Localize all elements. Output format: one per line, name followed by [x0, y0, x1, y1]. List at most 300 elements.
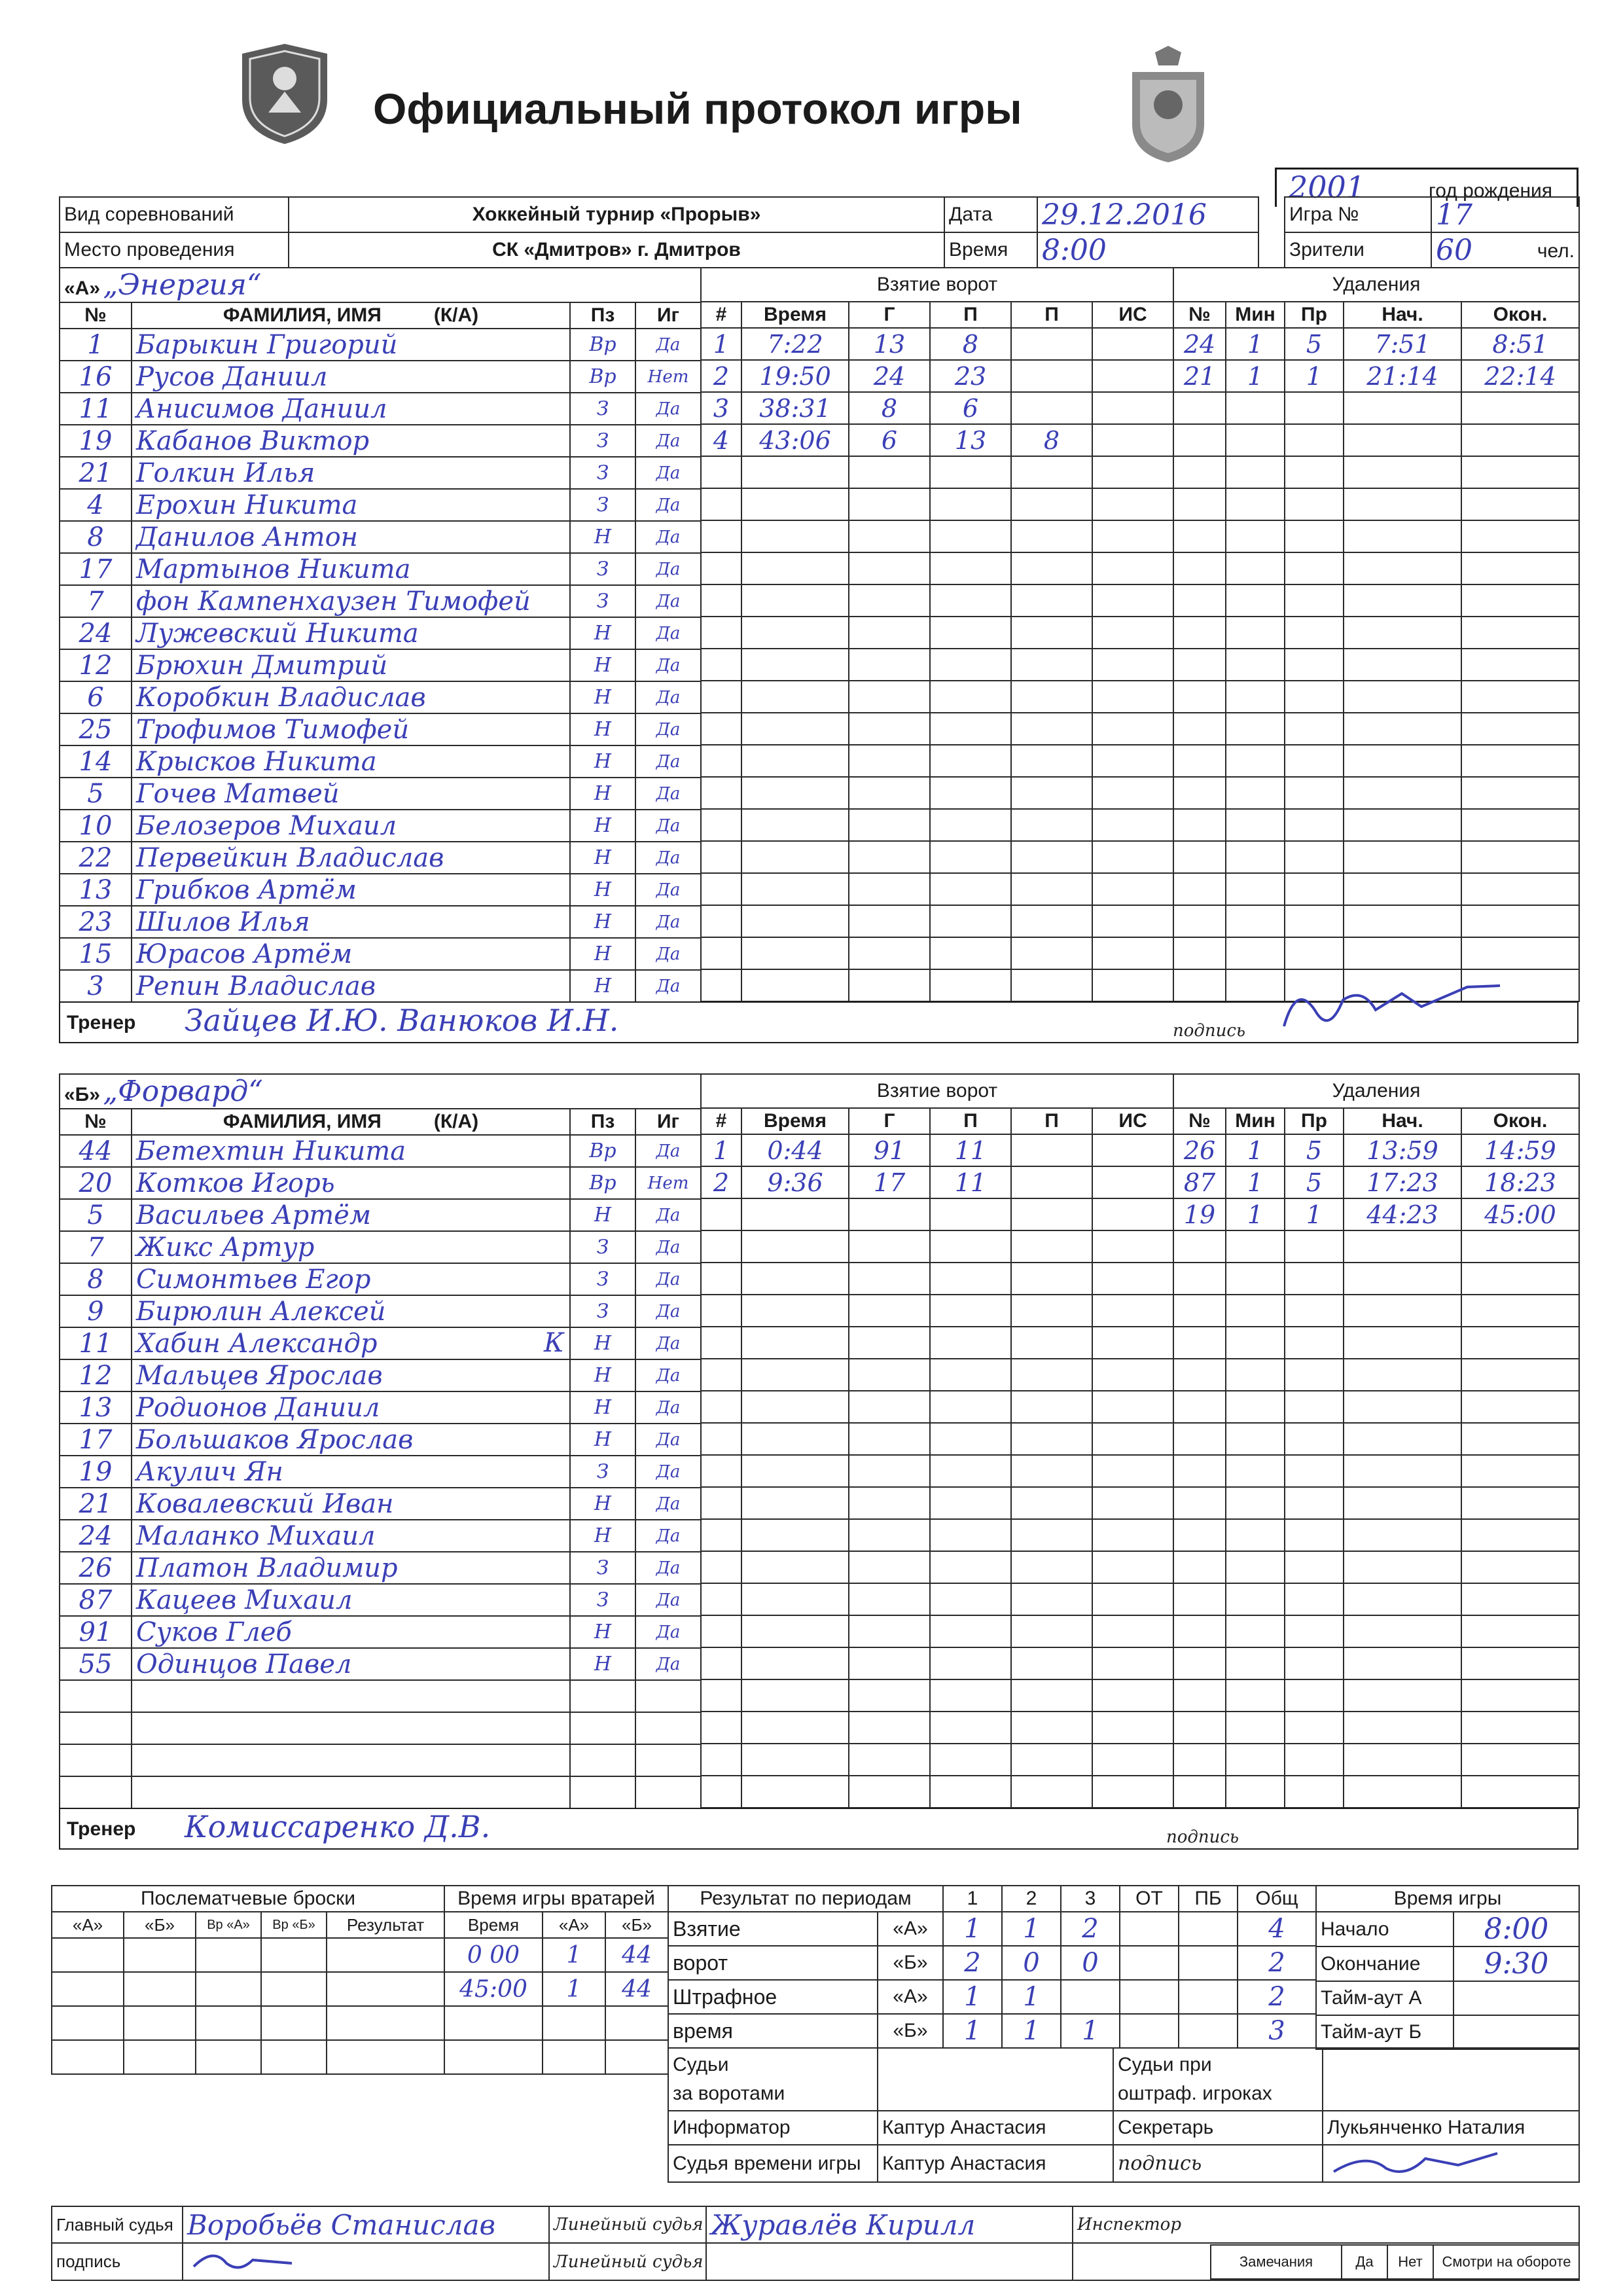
officials-table — [668, 2047, 1580, 2183]
empty-cell — [1226, 681, 1285, 713]
empty-cell — [1173, 488, 1226, 520]
shootout-col-a: «А» — [52, 1912, 124, 1938]
period-col-3: 3 — [1061, 1886, 1120, 1912]
player-name: Мартынов Никита — [136, 554, 411, 584]
league-logo — [236, 41, 334, 145]
empty-cell — [701, 456, 741, 488]
player-name: Грибков Артём — [136, 874, 357, 905]
empty-cell — [1226, 713, 1285, 745]
pen-col-end: Окон. — [1461, 302, 1579, 328]
player-number: 26 — [60, 1552, 132, 1584]
empty-cell — [1011, 1230, 1092, 1263]
player-played: Да — [635, 521, 701, 553]
empty-cell — [635, 1712, 701, 1744]
empty-cell — [1092, 1391, 1173, 1423]
player-row — [60, 1231, 701, 1263]
shootout-col-gk-b: Вр «Б» — [261, 1912, 327, 1938]
player-name-cell — [132, 745, 570, 778]
period-value: 1 — [943, 1912, 1002, 1946]
period-value: 2 — [943, 1946, 1002, 1980]
empty-cell — [1461, 520, 1579, 552]
player-number: 1 — [60, 329, 132, 361]
penalty-row — [1173, 873, 1579, 905]
penalty-minutes: 1 — [1226, 1166, 1285, 1198]
empty-cell — [570, 1744, 635, 1776]
empty-cell — [741, 713, 849, 745]
empty-cell — [741, 1551, 849, 1583]
periods-title: Результат по периодам — [668, 1886, 943, 1912]
team-b-goals — [700, 1073, 1174, 1808]
empty-cell — [1011, 1679, 1092, 1712]
empty-cell — [1092, 745, 1173, 777]
birth-year-value: 2001 — [1289, 170, 1366, 205]
empty-cell — [930, 969, 1011, 1001]
goal-col-assist2: П — [1011, 1108, 1092, 1134]
empty-cell — [1461, 552, 1579, 584]
empty-cell — [1092, 1744, 1173, 1776]
empty-cell — [1092, 681, 1173, 713]
player-name: Юрасов Артём — [136, 939, 353, 969]
goal-scorer: 13 — [849, 328, 930, 360]
empty-cell — [701, 1455, 741, 1487]
empty-cell — [635, 1744, 701, 1776]
penalty-row — [1173, 328, 1579, 360]
empty-cell — [701, 1295, 741, 1327]
col-pz: Пз — [570, 1109, 635, 1135]
penalty-row — [1173, 713, 1579, 745]
player-number: 11 — [60, 393, 132, 425]
player-row — [60, 1520, 701, 1552]
period-value: 4 — [1238, 1912, 1316, 1946]
penalty-reason: 1 — [1285, 1198, 1344, 1230]
player-played: Да — [635, 1391, 701, 1424]
period-col-2: 2 — [1002, 1886, 1061, 1912]
empty-cell — [930, 1519, 1011, 1551]
player-position: Н — [570, 938, 635, 970]
pen-col-reason: Пр — [1285, 302, 1344, 328]
goalie-time-col-a: «А» — [543, 1912, 605, 1938]
empty-cell — [849, 1487, 930, 1519]
empty-cell — [1226, 873, 1285, 905]
goal-row — [701, 1327, 1173, 1359]
empty-cell — [741, 1455, 849, 1487]
empty-cell — [1092, 969, 1173, 1001]
empty-cell — [570, 1680, 635, 1712]
spectators-unit: чел. — [1537, 240, 1575, 262]
player-played: Да — [635, 970, 701, 1002]
empty-cell — [1092, 520, 1173, 552]
shootout-col-b: «Б» — [124, 1912, 196, 1938]
empty-cell — [930, 1359, 1011, 1391]
empty-cell — [701, 969, 741, 1001]
player-row — [60, 1295, 701, 1327]
player-position: Н — [570, 1391, 635, 1424]
penalty-row — [1173, 1455, 1579, 1487]
empty-cell — [1285, 649, 1344, 681]
empty-cell — [635, 1680, 701, 1712]
player-row — [60, 1776, 701, 1808]
empty-cell — [1011, 713, 1092, 745]
empty-cell — [1011, 1487, 1092, 1519]
period-col-so: ПБ — [1179, 1886, 1238, 1912]
player-name: Голкин Илья — [136, 457, 315, 488]
goal-row — [701, 488, 1173, 520]
empty-cell — [930, 1615, 1011, 1647]
player-position: Н — [570, 874, 635, 906]
competition-label: Вид соревнований — [60, 197, 289, 232]
player-row — [60, 970, 701, 1002]
player-number: 23 — [60, 906, 132, 938]
empty-cell — [1344, 745, 1461, 777]
period-value: 0 — [1061, 1946, 1120, 1980]
page-title: Официальный протокол игры — [373, 84, 1022, 133]
empty-cell — [741, 1583, 849, 1615]
penalty-row — [1173, 1615, 1579, 1647]
player-position: Н — [570, 681, 635, 713]
player-position: З — [570, 1295, 635, 1327]
goal-row — [701, 905, 1173, 937]
period-value — [1061, 1980, 1120, 2014]
empty-cell — [701, 809, 741, 841]
goal-number: 2 — [701, 360, 741, 392]
player-name-cell — [132, 393, 570, 425]
player-row — [60, 874, 701, 906]
penalty-row — [1173, 1712, 1579, 1744]
empty-cell — [849, 1647, 930, 1679]
empty-cell — [930, 1391, 1011, 1423]
player-played: Да — [635, 1456, 701, 1488]
empty-cell — [701, 777, 741, 809]
goal-col-assist1: П — [930, 1108, 1011, 1134]
player-name-cell — [132, 1552, 570, 1584]
player-position: Н — [570, 1199, 635, 1231]
empty-cell — [701, 1327, 741, 1359]
empty-cell — [1011, 520, 1092, 552]
player-row — [60, 393, 701, 425]
period-value — [1120, 1946, 1179, 1980]
empty-cell — [930, 1455, 1011, 1487]
empty-cell — [1092, 777, 1173, 809]
empty-cell — [1285, 1744, 1344, 1776]
empty-cell — [570, 1776, 635, 1808]
empty-cell — [1226, 777, 1285, 809]
player-position: Н — [570, 521, 635, 553]
penalty-player: 26 — [1173, 1134, 1226, 1166]
empty-cell — [1011, 1519, 1092, 1551]
player-number: 19 — [60, 425, 132, 457]
empty-cell — [930, 1679, 1011, 1712]
goalie-time-row — [444, 1972, 668, 2006]
penalty-row — [1173, 1166, 1579, 1198]
player-name-cell — [132, 1263, 570, 1295]
goalie-time-col-time: Время — [444, 1912, 543, 1938]
player-position: Н — [570, 649, 635, 681]
player-name: Мальцев Ярослав — [136, 1360, 383, 1391]
game-info-table — [59, 196, 1580, 268]
player-played: Да — [635, 457, 701, 489]
empty-cell — [741, 1198, 849, 1230]
team-b-roster — [59, 1073, 702, 1809]
empty-cell — [1173, 1487, 1226, 1519]
empty-cell — [1461, 1679, 1579, 1712]
empty-cell — [1344, 392, 1461, 424]
empty-cell — [1011, 1295, 1092, 1327]
player-position: Н — [570, 842, 635, 874]
periods-table — [668, 1885, 1317, 2049]
penalty-row — [1173, 584, 1579, 617]
empty-cell — [849, 713, 930, 745]
empty-cell — [1092, 873, 1173, 905]
empty-cell — [1011, 1327, 1092, 1359]
empty-cell — [1461, 488, 1579, 520]
goal-assist-2 — [1011, 1134, 1092, 1166]
empty-cell — [741, 649, 849, 681]
empty-cell — [1461, 392, 1579, 424]
empty-cell — [1011, 488, 1092, 520]
player-number: 15 — [60, 938, 132, 970]
col-ig: Иг — [635, 1109, 701, 1135]
player-position: Н — [570, 970, 635, 1002]
empty-cell — [849, 520, 930, 552]
goal-row — [701, 713, 1173, 745]
player-position: Вр — [570, 1135, 635, 1167]
period-row-team: «Б» — [878, 2014, 943, 2048]
empty-cell — [1344, 520, 1461, 552]
empty-cell — [1344, 1776, 1461, 1808]
empty-cell — [1173, 456, 1226, 488]
penalty-row — [1173, 456, 1579, 488]
player-row — [60, 1263, 701, 1295]
empty-cell — [1011, 1615, 1092, 1647]
goal-assist-2 — [1011, 328, 1092, 360]
empty-cell — [1344, 873, 1461, 905]
player-position: З — [570, 425, 635, 457]
goal-assist-1: 11 — [930, 1134, 1011, 1166]
empty-cell — [930, 1295, 1011, 1327]
player-name-cell — [132, 585, 570, 617]
goalie-time-col-b: «Б» — [605, 1912, 668, 1938]
empty-cell — [701, 841, 741, 873]
empty-cell — [1011, 1776, 1092, 1808]
empty-cell — [741, 1423, 849, 1455]
period-value: 1 — [943, 2014, 1002, 2048]
penalty-row — [1173, 488, 1579, 520]
empty-cell — [1092, 1519, 1173, 1551]
empty-cell — [741, 552, 849, 584]
empty-cell — [930, 1583, 1011, 1615]
empty-cell — [849, 1615, 930, 1647]
period-value: 2 — [1238, 1980, 1316, 2014]
period-value — [1120, 1980, 1179, 2014]
empty-cell — [1226, 841, 1285, 873]
player-row — [60, 585, 701, 617]
empty-cell — [741, 777, 849, 809]
empty-cell — [1092, 649, 1173, 681]
empty-cell — [1092, 1295, 1173, 1327]
player-row — [60, 649, 701, 681]
goal-situation — [1092, 424, 1173, 456]
player-name-cell — [132, 810, 570, 842]
team-a-penalties — [1173, 267, 1580, 1002]
goal-row — [701, 777, 1173, 809]
empty-cell — [741, 1519, 849, 1551]
empty-cell — [1226, 1327, 1285, 1359]
empty-cell — [849, 1391, 930, 1423]
empty-cell — [1092, 456, 1173, 488]
empty-cell — [1092, 1327, 1173, 1359]
empty-cell — [741, 969, 849, 1001]
player-position: З — [570, 1584, 635, 1616]
empty-cell — [701, 1615, 741, 1647]
empty-cell — [1285, 1519, 1344, 1551]
goal-time: 9:36 — [741, 1166, 849, 1198]
pen-col-no: № — [1173, 302, 1226, 328]
empty-cell — [930, 1263, 1011, 1295]
empty-cell — [1173, 424, 1226, 456]
empty-cell — [849, 649, 930, 681]
empty-cell — [1011, 681, 1092, 713]
player-name-cell — [132, 1231, 570, 1263]
empty-cell — [930, 584, 1011, 617]
penalty-start: 44:23 — [1344, 1198, 1461, 1230]
empty-cell — [1173, 1776, 1226, 1808]
player-row — [60, 745, 701, 778]
pen-col-start: Нач. — [1344, 1108, 1461, 1134]
empty-cell — [701, 1198, 741, 1230]
penalty-row — [1173, 905, 1579, 937]
player-played: Да — [635, 489, 701, 521]
empty-cell — [849, 1776, 930, 1808]
empty-cell — [1285, 1230, 1344, 1263]
empty-cell — [1011, 1551, 1092, 1583]
empty-cell — [1226, 1519, 1285, 1551]
game-time-title: Время игры — [1316, 1886, 1579, 1912]
goal-col-assist1: П — [930, 302, 1011, 328]
empty-cell — [701, 584, 741, 617]
goal-col-num: # — [701, 1108, 741, 1134]
player-position: Н — [570, 1488, 635, 1520]
player-number: 10 — [60, 810, 132, 842]
pen-col-start: Нач. — [1344, 302, 1461, 328]
empty-cell — [1011, 873, 1092, 905]
goal-row — [701, 649, 1173, 681]
penalty-row — [1173, 1744, 1579, 1776]
empty-cell — [849, 1712, 930, 1744]
empty-cell — [701, 713, 741, 745]
player-played: Да — [635, 1648, 701, 1680]
team-a-goals — [700, 267, 1174, 1002]
empty-cell — [1226, 1615, 1285, 1647]
player-played: Да — [635, 393, 701, 425]
penalty-row — [1173, 841, 1579, 873]
remarks-yes[interactable]: Да — [1342, 2245, 1387, 2279]
goal-row — [701, 1198, 1173, 1230]
player-position: Вр — [570, 329, 635, 361]
empty-cell — [1011, 552, 1092, 584]
team-b-coach-name: Комиссаренко Д.В. — [185, 1809, 491, 1844]
period-value — [1179, 1912, 1238, 1946]
player-position: Н — [570, 778, 635, 810]
empty-cell — [1344, 1263, 1461, 1295]
birth-year-label: год рождения — [1429, 180, 1553, 202]
game-number-value: 17 — [1431, 197, 1579, 232]
empty-cell — [1461, 937, 1579, 969]
venue-label: Место проведения — [60, 232, 289, 268]
goal-scorer: 6 — [849, 424, 930, 456]
player-name-cell — [132, 649, 570, 681]
player-number: 21 — [60, 457, 132, 489]
empty-cell — [849, 1423, 930, 1455]
empty-cell — [1344, 1647, 1461, 1679]
empty-cell — [1344, 1679, 1461, 1712]
empty-cell — [1285, 1776, 1344, 1808]
player-row — [60, 457, 701, 489]
empty-cell — [1011, 905, 1092, 937]
player-played: Да — [635, 810, 701, 842]
player-name: Анисимов Даниил — [136, 393, 387, 424]
player-played: Да — [635, 906, 701, 938]
shootout-col-gk-a: Вр «А» — [196, 1912, 261, 1938]
empty-cell — [930, 841, 1011, 873]
empty-cell — [1461, 1230, 1579, 1263]
player-position: З — [570, 1552, 635, 1584]
empty-cell — [1461, 1744, 1579, 1776]
empty-cell — [1226, 1679, 1285, 1712]
goal-assist-2 — [1011, 360, 1092, 392]
period-value — [1120, 1912, 1179, 1946]
empty-cell — [930, 1198, 1011, 1230]
player-name: Большаков Ярослав — [136, 1424, 414, 1455]
player-row — [60, 425, 701, 457]
game-number-label: Игра № — [1285, 197, 1431, 232]
period-value: 3 — [1238, 2014, 1316, 2048]
empty-cell — [1285, 584, 1344, 617]
penalty-row — [1173, 1230, 1579, 1263]
goal-row — [701, 392, 1173, 424]
empty-cell — [1011, 1198, 1092, 1230]
penalty-row — [1173, 1776, 1579, 1808]
player-name: Жикс Артур — [136, 1232, 315, 1263]
empty-cell — [849, 1359, 930, 1391]
player-number: 4 — [60, 489, 132, 521]
col-name — [132, 302, 570, 329]
empty-cell — [1173, 1263, 1226, 1295]
empty-cell — [701, 873, 741, 905]
time-value: 8:00 — [1037, 232, 1258, 268]
goalie-a-number: 1 — [543, 1972, 605, 2006]
empty-cell — [1285, 1263, 1344, 1295]
empty-cell — [930, 456, 1011, 488]
penalty-end: 14:59 — [1461, 1134, 1579, 1166]
game-end-label: Окончание — [1316, 1946, 1454, 1981]
period-row-penalties-b — [668, 2014, 1316, 2048]
goal-col-time: Время — [741, 302, 849, 328]
empty-cell — [1461, 1519, 1579, 1551]
empty-cell — [1226, 1263, 1285, 1295]
period-col-1: 1 — [943, 1886, 1002, 1912]
empty-cell — [741, 1327, 849, 1359]
remarks-no[interactable]: Нет — [1387, 2245, 1433, 2279]
player-name-cell — [132, 778, 570, 810]
empty-cell — [1461, 873, 1579, 905]
pen-col-no: № — [1173, 1108, 1226, 1134]
player-name-cell — [132, 1456, 570, 1488]
period-value — [1179, 1946, 1238, 1980]
game-start-value: 8:00 — [1454, 1912, 1579, 1946]
player-number: 14 — [60, 745, 132, 778]
penalty-judges-label-2: оштраф. игроках — [1118, 2083, 1272, 2104]
player-played: Да — [635, 1327, 701, 1359]
